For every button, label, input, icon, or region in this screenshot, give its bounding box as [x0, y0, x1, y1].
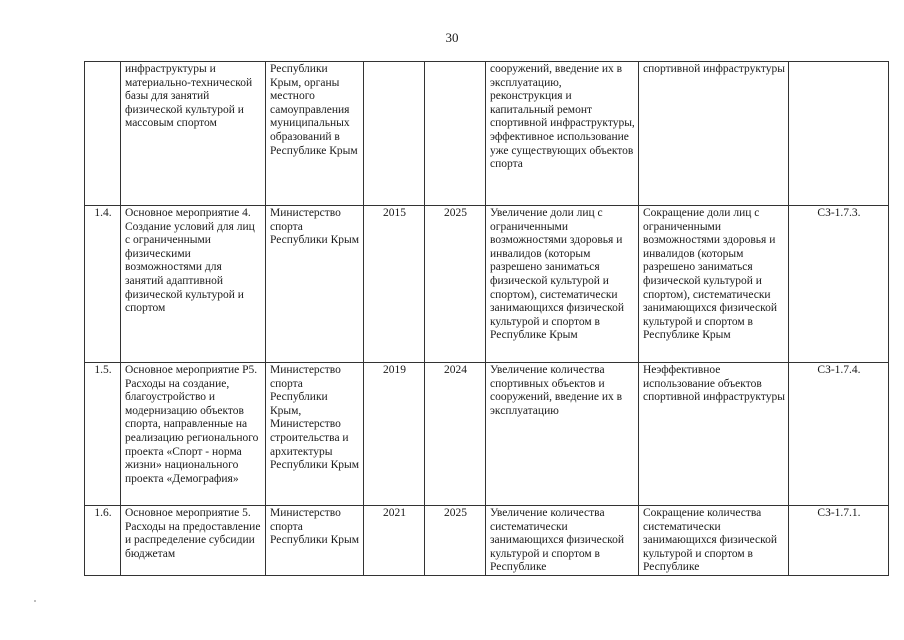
end-year-cell	[425, 62, 486, 206]
event-name-cell: Основное мероприятие 5. Расходы на предоставление и распределение субсидии бюджетам	[121, 506, 266, 576]
consequence-cell: Сокращение доли лиц с ограниченными возможностями здоровья и инвалидов (которым разрешено заниматься физической культурой и спортом), систематически занимающихся физической культурой и спортом в Республике Крым	[639, 206, 789, 363]
executor-cell: Министерство спорта Республики Крым	[266, 506, 364, 576]
indicator-link-cell	[789, 62, 889, 206]
scan-speck	[34, 600, 36, 602]
consequence-cell: Сокращение количества систематически занимающихся физической культурой и спортом в Республике	[639, 506, 789, 576]
event-name-cell: Основное мероприятие Р5. Расходы на создание, благоустройство и модернизацию объектов спорта, направленные на реализацию регионального проекта «Спорт - норма жизни» национального проекта «Демография»	[121, 363, 266, 506]
event-name-cell: Основное мероприятие 4. Создание условий для лиц с ограниченными физическими возможностями для занятий адаптивной физической культурой и спортом	[121, 206, 266, 363]
expected-result-cell: Увеличение доли лиц с ограниченными возможностями здоровья и инвалидов (которым разрешено заниматься физической культурой и спортом), систематически занимающихся физической культурой и спортом в Республике Крым	[486, 206, 639, 363]
end-year-cell: 2025	[425, 206, 486, 363]
row-number-cell: 1.4.	[85, 206, 121, 363]
row-number-cell: 1.6.	[85, 506, 121, 576]
table-row	[85, 206, 889, 363]
program-events-table	[84, 61, 889, 576]
start-year-cell: 2021	[364, 506, 425, 576]
expected-result-cell: Увеличение количества спортивных объектов и сооружений, введение их в эксплуатацию	[486, 363, 639, 506]
expected-result-cell: сооружений, введение их в эксплуатацию, реконструкция и капитальный ремонт спортивной инфраструктуры, эффективное использование уже существующих объектов спорта	[486, 62, 639, 206]
row-number-cell: 1.5.	[85, 363, 121, 506]
row-number-cell	[85, 62, 121, 206]
expected-result-cell: Увеличение количества систематически занимающихся физической культурой и спортом в Республике	[486, 506, 639, 576]
executor-cell: Республики Крым, органы местного самоуправления муниципальных образований в Республике Крым	[266, 62, 364, 206]
table-row	[85, 62, 889, 206]
indicator-link-cell: СЗ-1.7.4.	[789, 363, 889, 506]
start-year-cell: 2015	[364, 206, 425, 363]
indicator-link-cell: СЗ-1.7.1.	[789, 506, 889, 576]
page-number: 30	[445, 30, 459, 45]
consequence-cell: спортивной инфраструктуры	[639, 62, 789, 206]
table-row	[85, 363, 889, 506]
event-name-cell: инфраструктуры и материально-технической базы для занятий физической культурой и массовым спортом	[121, 62, 266, 206]
executor-cell: Министерство спорта Республики Крым	[266, 206, 364, 363]
executor-cell: Министерство спорта Республики Крым, Министерство строительства и архитектуры Республики Крым	[266, 363, 364, 506]
consequence-cell: Неэффективное использование объектов спортивной инфраструктуры	[639, 363, 789, 506]
table-row	[85, 506, 889, 576]
start-year-cell: 2019	[364, 363, 425, 506]
start-year-cell	[364, 62, 425, 206]
indicator-link-cell: СЗ-1.7.3.	[789, 206, 889, 363]
end-year-cell: 2025	[425, 506, 486, 576]
end-year-cell: 2024	[425, 363, 486, 506]
